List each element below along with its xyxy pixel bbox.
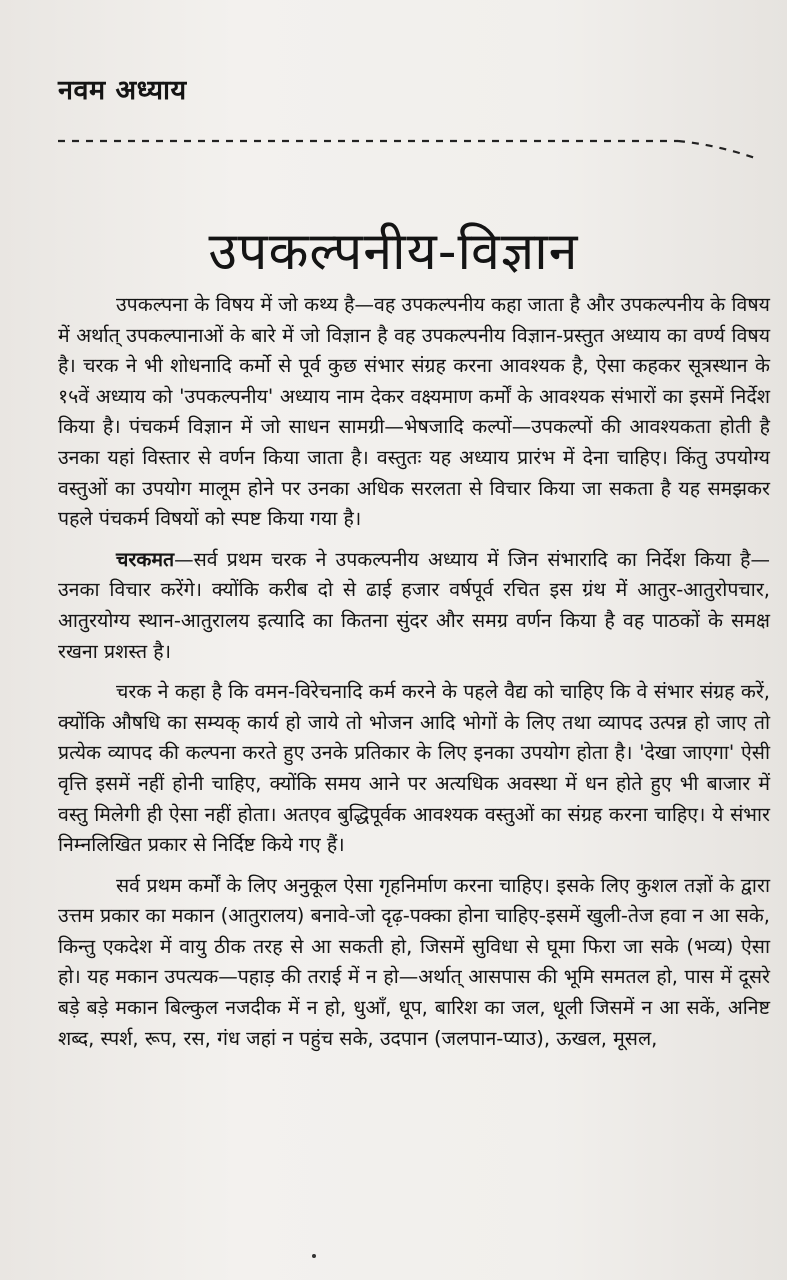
paragraph-2-lead: चरकमत	[116, 547, 175, 571]
body-text	[58, 290, 770, 1064]
paragraph-3	[58, 677, 770, 861]
page-title: उपकल्पनीय-विज्ञान	[208, 222, 579, 282]
paragraph-3-text: चरक ने कहा है कि वमन-विरेचनादि कर्म करने के पहले वैद्य को चाहिए कि वे संभार संग्रह करें, क्योंकि औषधि का सम्यक् कार्य हो जाये तो भोजन आदि भोगों के लिए तथा व्यापद उत्पन्न हो जाए तो प्रत्येक व्यापद की कल्पना करते हुए उनके प्रतिकार के लिए इनका उपयोग होता है। 'देखा जाएगा' ऐसी वृत्ति इसमें नहीं होनी चाहिए, क्योंकि समय आने पर अत्यधिक अवस्था में धन होते हुए भी बाजार में वस्तु मिलेगी ही ऐसा नहीं होता। अतएव बुद्धिपूर्वक आवश्यक वस्तुओं का संग्रह करना चाहिए। ये संभार निम्नलिखित प्रकार से निर्दिष्ट किये गए हैं।	[58, 680, 770, 857]
page-mark	[312, 1254, 316, 1258]
paragraph-4	[58, 871, 770, 1055]
paragraph-2	[58, 545, 770, 667]
paragraph-2-text: —सर्व प्रथम चरक ने उपकल्पनीय अध्याय में जिन संभारादि का निर्देश किया है—उनका विचार करेंगे। क्योंकि करीब दो से ढाई हजार वर्षपूर्व रचित इस ग्रंथ में आतुर-आतुरोपचार, आतुरयोग्य स्थान-आतुरालय इत्यादि का कितना सुंदर और समग्र वर्णन किया है वह पाठकों के समक्ष रखना प्रशस्त है।	[58, 547, 770, 663]
dashed-divider	[58, 135, 758, 165]
paragraph-1	[58, 290, 770, 535]
chapter-heading: नवम अध्याय	[58, 75, 187, 106]
paragraph-1-text: उपकल्पना के विषय में जो कथ्य है—वह उपकल्पनीय कहा जाता है और उपकल्पनीय के विषय में अर्थात् उपकल्पानाओं के बारे में जो विज्ञान है वह उपकल्पनीय विज्ञान-प्रस्तुत अध्याय का वर्ण्य विषय है। चरक ने भी शोधनादि कर्मो से पूर्व कुछ संभार संग्रह करना आवश्यक है, ऐसा कहकर सूत्रस्थान के १५वें अध्याय को 'उपकल्पनीय' अध्याय नाम देकर वक्ष्यमाण कर्मों के आवश्यक संभारों का इसमें निर्देश किया है। पंचकर्म विज्ञान में जो साधन सामग्री—भेषजादि कल्पों—उपकल्पों की आवश्यकता होती है उनका यहां विस्तार से वर्णन किया जाता है। वस्तुतः यह अध्याय प्रारंभ में देना चाहिए। किंतु उपयोग्य वस्तुओं का उपयोग मालूम होने पर उनका अधिक सरलता से विचार किया जा सकता है यह समझकर पहले पंचकर्म विषयों को स्पष्ट किया गया है।	[58, 293, 770, 531]
paragraph-4-text: सर्व प्रथम कर्मों के लिए अनुकूल ऐसा गृहनिर्माण करना चाहिए। इसके लिए कुशल तज्ञों के द्वारा उत्तम प्रकार का मकान (आतुरालय) बनावे-जो दृढ़-पक्का होना चाहिए-इसमें खुली-तेज हवा न आ सके, किन्तु एकदेश में वायु ठीक तरह से आ सकती हो, जिसमें सुविधा से घूमा फिरा जा सके (भव्य) ऐसा हो। यह मकान उपत्यक—पहाड़ की तराई में न हो—अर्थात् आसपास की भूमि समतल हो, पास में दूसरे बड़े बड़े मकान बिल्कुल नजदीक में न हो, धुआँ, धूप, बारिश का जल, धूली जिसमें न आ सकें, अनिष्ट शब्द, स्पर्श, रूप, रस, गंध जहां न पहुंच सके, उदपान (जलपान-प्याउ), ऊखल, मूसल,	[58, 873, 770, 1050]
